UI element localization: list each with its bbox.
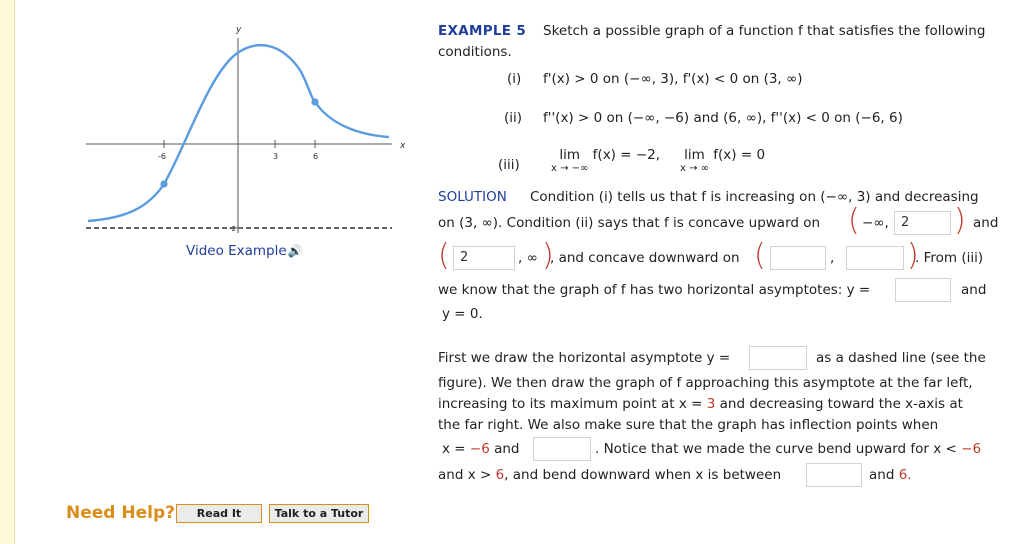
answer-box-7[interactable] bbox=[533, 437, 591, 461]
limit-2-expr: f(x) = 0 bbox=[713, 147, 766, 163]
solution-concave-down: , and concave downward on bbox=[550, 250, 740, 266]
para2-line5-notice: . Notice that we made the curve bend upward for x < bbox=[595, 441, 962, 457]
left-margin-bar bbox=[0, 0, 15, 544]
para2-line5-red2: −6 bbox=[961, 441, 982, 457]
para2-line4: the far right. We also make sure that the graph has inflection points when bbox=[438, 417, 939, 433]
tick-label-6: 6 bbox=[313, 152, 319, 161]
para2-line6-and-x: and x > bbox=[438, 467, 496, 483]
read-it-button[interactable]: Read It bbox=[176, 504, 262, 523]
para2-line5a bbox=[442, 439, 520, 459]
talk-to-tutor-button[interactable]: Talk to a Tutor bbox=[269, 504, 369, 523]
para2-line6c bbox=[869, 465, 912, 485]
limit-1-word: lim bbox=[559, 147, 581, 163]
para2-line3-text-b: and decreasing toward the x-axis at bbox=[719, 396, 963, 412]
solution-comma: , bbox=[830, 250, 835, 266]
solution-and-1: and bbox=[973, 215, 999, 231]
x-axis-label: x bbox=[400, 141, 406, 151]
limit-1 bbox=[551, 148, 660, 176]
limit-2 bbox=[680, 148, 765, 176]
condition-iii-label: (iii) bbox=[498, 157, 520, 173]
answer-box-8[interactable] bbox=[806, 463, 862, 487]
video-example-link[interactable] bbox=[186, 243, 303, 259]
example-intro-line2: conditions. bbox=[438, 44, 512, 60]
para2-line6-between: , and bend downward when x is between bbox=[504, 467, 782, 483]
need-help-label: Need Help? bbox=[66, 503, 175, 523]
limit-1-sub: x → −∞ bbox=[551, 163, 589, 174]
answer-box-2[interactable]: 2 bbox=[453, 246, 515, 270]
video-example-label: Video Example bbox=[186, 243, 287, 259]
inflection-point-right bbox=[311, 98, 318, 105]
para2-line6-and: and bbox=[869, 467, 895, 483]
paren-close-3: ) bbox=[907, 238, 919, 273]
function-graph bbox=[86, 18, 406, 238]
para2-line6-red: 6 bbox=[495, 467, 505, 483]
para2-line3a bbox=[438, 394, 963, 414]
paren-close-1: ) bbox=[954, 203, 966, 238]
paren-close-2: ) bbox=[542, 238, 554, 273]
condition-i-label: (i) bbox=[507, 71, 522, 87]
para2-line1a: First we draw the horizontal asymptote y = bbox=[438, 350, 731, 366]
solution-tag: SOLUTION bbox=[438, 189, 507, 205]
answer-box-5[interactable] bbox=[895, 278, 951, 302]
solution-inf: , ∞ bbox=[518, 250, 538, 266]
example-tag: EXAMPLE 5 bbox=[438, 23, 527, 39]
solution-line4: we know that the graph of f has two horizontal asymptotes: y = bbox=[438, 282, 871, 298]
condition-i-text: f'(x) > 0 on (−∞, 3), f'(x) < 0 on (3, ∞) bbox=[543, 71, 803, 87]
tick-label-3: 3 bbox=[273, 152, 279, 161]
para2-line5-and: and bbox=[494, 441, 520, 457]
example-intro-line1: Sketch a possible graph of a function f that satisfies the following bbox=[543, 23, 986, 39]
para2-line2: figure). We then draw the graph of f approaching this asymptote at the far left, bbox=[438, 375, 973, 391]
condition-ii-label: (ii) bbox=[504, 110, 523, 126]
limit-2-sub: x → ∞ bbox=[680, 163, 709, 174]
tick-label-neg2: -2 bbox=[229, 225, 236, 233]
para2-line5-x: x = bbox=[442, 441, 470, 457]
solution-and-2: and bbox=[961, 282, 987, 298]
inflection-point-left bbox=[160, 180, 167, 187]
tick-label-neg6: -6 bbox=[158, 152, 166, 161]
answer-box-3[interactable] bbox=[770, 246, 826, 270]
para2-line3-text: increasing to its maximum point at x = bbox=[438, 396, 703, 412]
solution-line1: Condition (i) tells us that f is increasing on (−∞, 3) and decreasing bbox=[530, 189, 979, 205]
solution-line2: on (3, ∞). Condition (ii) says that f is concave upward on bbox=[438, 215, 821, 231]
speaker-icon: 🔊 bbox=[287, 244, 303, 258]
paren-open-2: ( bbox=[438, 238, 450, 273]
para2-line6-red2: 6. bbox=[898, 467, 912, 483]
para2-line5-red: −6 bbox=[469, 441, 490, 457]
y-axis-label: y bbox=[236, 25, 242, 35]
answer-box-4[interactable] bbox=[846, 246, 904, 270]
limit-1-expr: f(x) = −2, bbox=[592, 147, 661, 163]
para2-line1b: as a dashed line (see the bbox=[816, 350, 986, 366]
para2-line6a bbox=[438, 465, 781, 485]
solution-from-iii: . From (iii) bbox=[915, 250, 984, 266]
limit-2-word: lim bbox=[684, 147, 705, 163]
paren-open-3: ( bbox=[754, 238, 766, 273]
para2-line5c bbox=[595, 439, 981, 459]
condition-ii-text: f''(x) > 0 on (−∞, −6) and (6, ∞), f''(x) < 0 on (−6, 6) bbox=[543, 110, 903, 126]
paren-open-1: ( bbox=[848, 203, 860, 238]
answer-box-1[interactable]: 2 bbox=[894, 211, 951, 235]
solution-neg-inf: −∞, bbox=[862, 215, 889, 231]
answer-box-6[interactable] bbox=[749, 346, 807, 370]
para2-line3-red: 3 bbox=[706, 396, 716, 412]
solution-line5: y = 0. bbox=[442, 306, 483, 322]
